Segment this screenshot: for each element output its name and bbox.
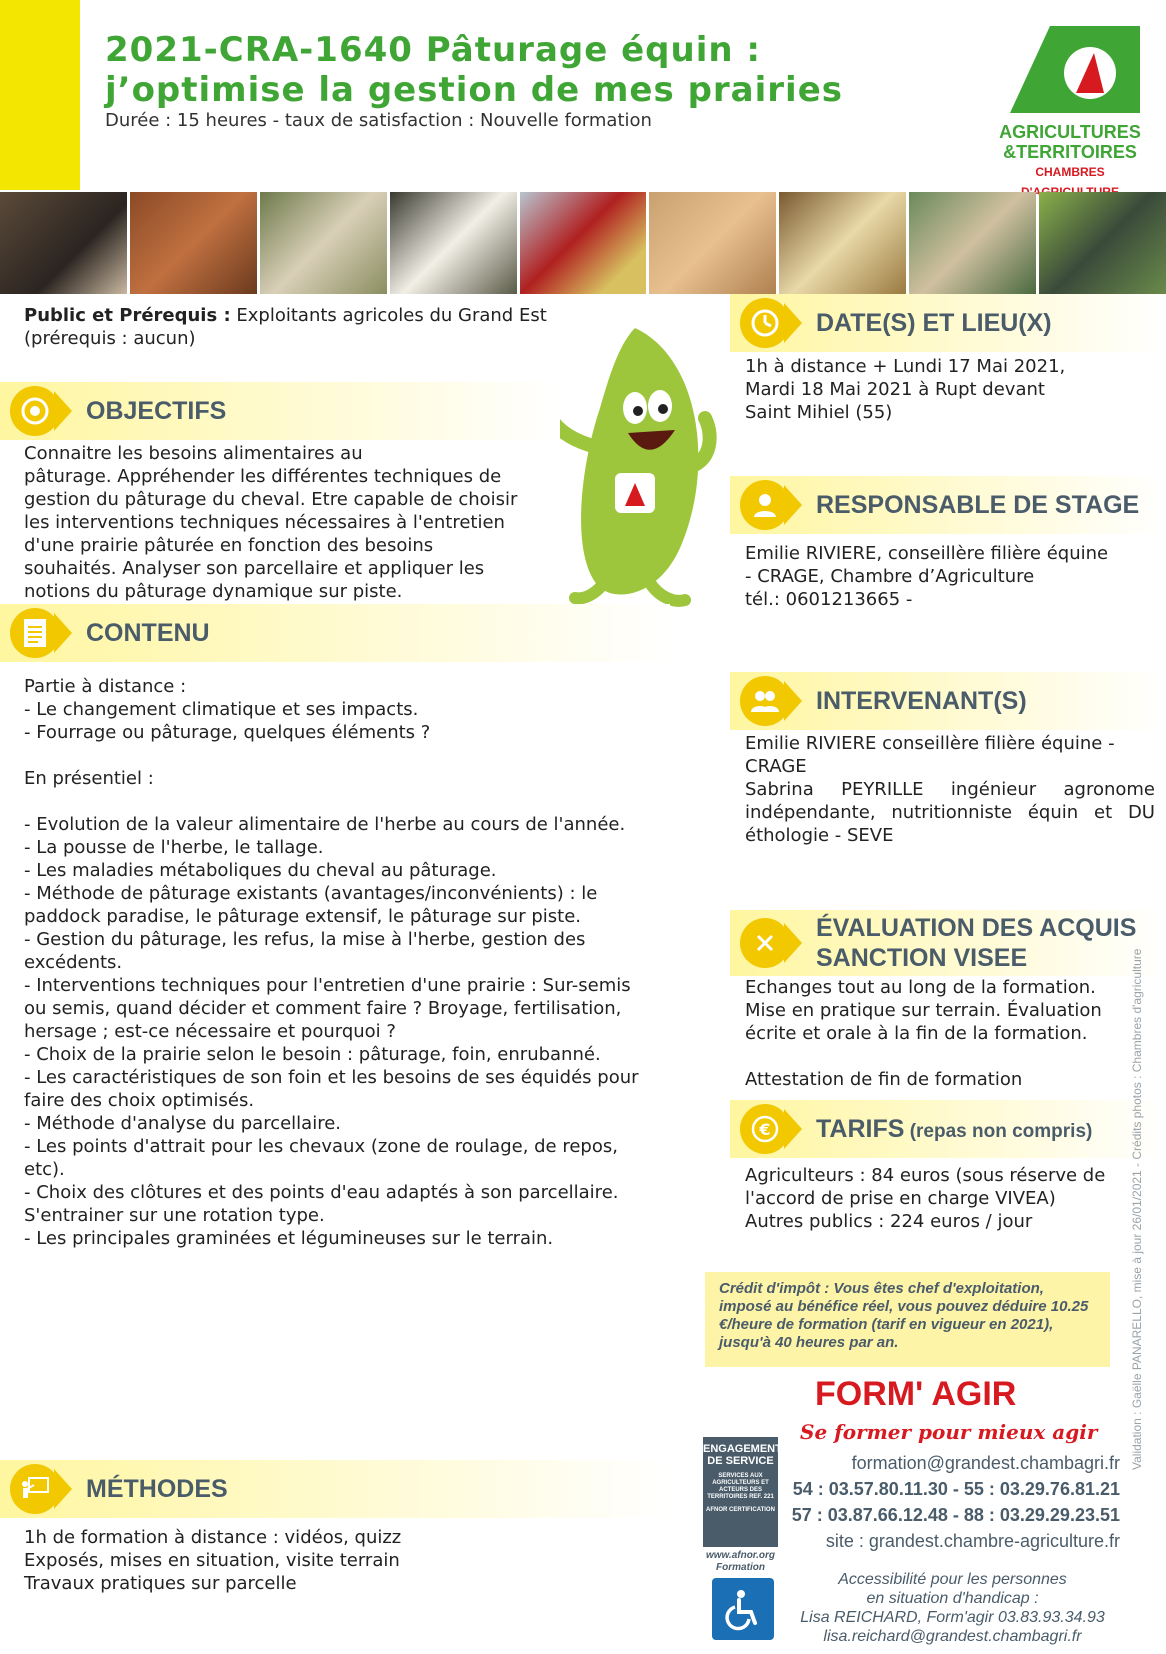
responsable-line: Emilie RIVIERE, conseillère filière équine xyxy=(745,543,1109,564)
intervenants-line: Emilie RIVIERE conseillère filière équine - xyxy=(745,733,1115,754)
contenu-line: etc). xyxy=(24,1159,65,1180)
engagement-line-1: ENGAGEMENT xyxy=(703,1443,782,1455)
access-line-4[interactable]: lisa.reichard@grandest.chambagri.fr xyxy=(823,1628,1082,1645)
objectifs-header xyxy=(0,382,560,440)
page-title xyxy=(105,30,843,110)
contenu-line: - Gestion du pâturage, les refus, la mise à l'herbe, gestion des xyxy=(24,929,586,950)
close-x-icon xyxy=(740,918,790,968)
objectifs-line: pâturage. Appréhender les différentes techniques de xyxy=(24,466,502,487)
contenu-line: - Interventions techniques pour l'entretien d'une prairie : Sur-semis xyxy=(24,975,631,996)
methodes-text xyxy=(24,1526,624,1595)
group-icon xyxy=(740,676,790,726)
evaluation-line: Attestation de fin de formation xyxy=(745,1069,1023,1090)
cheese-photo xyxy=(779,192,906,294)
evaluation-line: écrite et orale à la fin de la formation. xyxy=(745,1023,1088,1044)
public-line-2: (prérequis : aucun) xyxy=(24,328,196,349)
tarifs-line: Agriculteurs : 84 euros (sous réserve de xyxy=(745,1165,1106,1186)
objectifs-line: d'une prairie pâturée en fonction des besoins xyxy=(24,535,434,556)
public-prerequis xyxy=(24,304,624,350)
engagement-cert: AFNOR CERTIFICATION xyxy=(706,1507,775,1513)
objectifs-line: souhaités. Analyser son parcellaire et appliquer les xyxy=(24,558,485,579)
dates-header xyxy=(730,294,1166,352)
contenu-line: - Choix de la prairie selon le besoin : pâturage, foin, enrubanné. xyxy=(24,1044,601,1065)
intervenants-header xyxy=(730,672,1166,730)
contenu-line: - Méthode d'analyse du parcellaire. xyxy=(24,1113,342,1134)
bee-blossom-photo xyxy=(390,192,517,294)
calf-photo xyxy=(0,192,127,294)
afnor-url: www.afnor.org xyxy=(705,1550,776,1561)
contenu-line xyxy=(24,744,674,767)
contenu-line: S'entrainer sur une rotation type. xyxy=(24,1205,325,1226)
vertical-validation-credit: Validation : Gaëlle PANARELLO, mise à jour 26/01/2021 - Crédits photos : Chambres d'agriculture xyxy=(1130,948,1144,1470)
tarifs-title xyxy=(816,1115,1092,1144)
contenu-line: - Les maladies métaboliques du cheval au pâturage. xyxy=(24,860,497,881)
contenu-line: Partie à distance : xyxy=(24,676,187,697)
seeds-hand-photo xyxy=(649,192,776,294)
document-icon xyxy=(10,608,60,658)
intervenants-line: éthologie - SEVE xyxy=(745,825,894,846)
contact-phones-1: 54 : 03.57.80.11.30 - 55 : 03.29.76.81.21 xyxy=(792,1479,1120,1499)
afnor-label: Formation xyxy=(716,1562,765,1573)
evaluation-line: Mise en pratique sur terrain. Évaluation xyxy=(745,1000,1102,1021)
dates-line: Mardi 18 Mai 2021 à Rupt devant xyxy=(745,379,1045,400)
target-icon xyxy=(10,386,60,436)
dates-title: DATE(S) ET LIEU(X) xyxy=(816,308,1052,337)
access-line-2: en situation d'handicap : xyxy=(866,1590,1039,1607)
contenu-title: CONTENU xyxy=(86,618,210,647)
page-subtitle: Durée : 15 heures - taux de satisfaction : Nouvelle formation xyxy=(105,110,652,131)
evaluation-title xyxy=(816,913,1136,973)
tarifs-header xyxy=(730,1100,1166,1158)
tarifs-title-note: (repas non compris) xyxy=(904,1120,1093,1142)
contenu-line: En présentiel : xyxy=(24,768,154,789)
hens-photo xyxy=(130,192,257,294)
contenu-line: ou semis, quand décider et comment faire ? Broyage, fertilisation, xyxy=(24,998,622,1019)
contenu-line: - Les points d'attrait pour les chevaux (zone de roulage, de repos, xyxy=(24,1136,618,1157)
public-label: Public et Prérequis : xyxy=(24,305,231,326)
responsable-header xyxy=(730,476,1166,534)
responsable-line: - CRAGE, Chambre d’Agriculture xyxy=(745,566,1035,587)
contact-block xyxy=(790,1450,1120,1554)
contenu-line: faire des choix optimisés. xyxy=(24,1090,255,1111)
clock-icon xyxy=(740,298,790,348)
objectifs-title: OBJECTIFS xyxy=(86,396,227,425)
engagement-service-badge xyxy=(703,1437,782,1547)
formagir-slogan: Se former pour mieux agir xyxy=(800,1420,1098,1444)
responsable-title: RESPONSABLE DE STAGE xyxy=(816,490,1140,519)
dates-line: 1h à distance + Lundi 17 Mai 2021, xyxy=(745,356,1066,377)
barn-photo xyxy=(1039,192,1166,294)
contact-email[interactable]: formation@grandest.chambagri.fr xyxy=(851,1453,1120,1473)
tarifs-text xyxy=(745,1164,1155,1233)
logo-a-icon xyxy=(990,18,1150,123)
contenu-header xyxy=(0,604,670,662)
contenu-line: - Méthode de pâturage existants (avantages/inconvénients) : le xyxy=(24,883,598,904)
evaluation-title-line-1: ÉVALUATION DES ACQUIS xyxy=(816,914,1137,942)
objectifs-line: gestion du pâturage du cheval. Etre capable de choisir xyxy=(24,489,518,510)
intervenants-line: CRAGE xyxy=(745,756,807,777)
methodes-line: Exposés, mises en situation, visite terrain xyxy=(24,1550,400,1571)
logo-text xyxy=(990,122,1150,202)
afnor-link[interactable] xyxy=(703,1550,778,1574)
intervenants-title: INTERVENANT(S) xyxy=(816,686,1027,715)
logo-line-2: &TERRITOIRES xyxy=(1003,142,1137,162)
contenu-line: - Evolution de la valeur alimentaire de l'herbe au cours de l'année. xyxy=(24,814,626,835)
contenu-line: - Fourrage ou pâturage, quelques éléments ? xyxy=(24,722,431,743)
responsable-line: tél.: 0601213665 - xyxy=(745,589,913,610)
euro-icon xyxy=(740,1104,790,1154)
formagir-logo-title: FORM' AGIR xyxy=(815,1375,1017,1413)
person-icon xyxy=(740,480,790,530)
access-line-3: Lisa REICHARD, Form'agir 03.83.93.34.93 xyxy=(800,1609,1105,1626)
wheelchair-icon xyxy=(712,1578,774,1640)
tarifs-title-main: TARIFS xyxy=(816,1114,905,1143)
accessibility-info xyxy=(780,1570,1125,1646)
contenu-line: - La pousse de l'herbe, le tallage. xyxy=(24,837,324,858)
contenu-line xyxy=(24,790,674,813)
intervenants-text xyxy=(745,732,1155,847)
contenu-text xyxy=(24,675,674,1250)
contact-site[interactable]: site : grandest.chambre-agriculture.fr xyxy=(825,1531,1120,1551)
logo-line-3: CHAMBRES xyxy=(1035,165,1105,179)
contenu-line: - Les principales graminées et légumineuses sur le terrain. xyxy=(24,1228,554,1249)
chambres-agriculture-logo xyxy=(990,18,1150,183)
objectifs-line: notions du pâturage dynamique sur piste. xyxy=(24,581,403,602)
tarifs-line: Autres publics : 224 euros / jour xyxy=(745,1211,1033,1232)
contact-phones-2: 57 : 03.87.66.12.48 - 88 : 03.29.29.23.51 xyxy=(791,1505,1120,1525)
header-yellow-bar xyxy=(0,0,80,190)
responsable-text xyxy=(745,542,1155,611)
dates-line: Saint Mihiel (55) xyxy=(745,402,893,423)
engagement-line-2: DE SERVICE xyxy=(707,1455,774,1467)
intervenants-line: Sabrina PEYRILLE ingénieur agronome xyxy=(745,779,1155,800)
photo-strip xyxy=(0,192,1166,294)
tax-credit-note: Crédit d'impôt : Vous êtes chef d'exploitation, imposé au bénéfice réel, vous pouvez déduire 10.25 €/heure de formation (tarif en vigueur en 2021), jusqu'à 40 heures par an. xyxy=(705,1272,1110,1367)
intervenants-line: indépendante, nutritionniste équin et DU xyxy=(745,802,1155,823)
tarifs-line: l'accord de prise en charge VIVEA) xyxy=(745,1188,1056,1209)
objectifs-line: les interventions techniques nécessaires à l'entretien xyxy=(24,512,505,533)
presentation-board-icon xyxy=(10,1464,60,1514)
contenu-line: - Choix des clôtures et des points d'eau adaptés à son parcellaire. xyxy=(24,1182,619,1203)
objectifs-text xyxy=(24,442,584,603)
contenu-line: - Les caractéristiques de son foin et les besoins de ses équidés pour xyxy=(24,1067,639,1088)
contenu-line: excédents. xyxy=(24,952,123,973)
svg-text:€: € xyxy=(759,1120,771,1139)
access-line-1: Accessibilité pour les personnes xyxy=(838,1571,1067,1588)
contenu-line: hersage ; est-ce nécessaire et pourquoi ? xyxy=(24,1021,396,1042)
title-line-1: 2021-CRA-1640 Pâturage équin : xyxy=(105,30,762,70)
logo-line-1: AGRICULTURES xyxy=(999,122,1141,142)
contenu-line: paddock paradise, le pâturage extensif, le pâturage sur piste. xyxy=(24,906,581,927)
evaluation-line xyxy=(745,1045,1155,1068)
evaluation-title-line-2: SANCTION VISEE xyxy=(816,944,1028,972)
engagement-small: SERVICES AUX AGRICULTEURS ET ACTEURS DES TERRITOIRES REF. 221 xyxy=(707,1473,774,1500)
objectifs-line: Connaitre les besoins alimentaires au xyxy=(24,443,363,464)
market-photo xyxy=(909,192,1036,294)
evaluation-line: Echanges tout au long de la formation. xyxy=(745,977,1096,998)
methodes-header xyxy=(0,1460,670,1518)
contenu-line: - Le changement climatique et ses impacts. xyxy=(24,699,419,720)
methodes-line: Travaux pratiques sur parcelle xyxy=(24,1573,297,1594)
methodes-line: 1h de formation à distance : vidéos, quizz xyxy=(24,1527,402,1548)
sprayer-photo xyxy=(520,192,647,294)
public-text: Exploitants agricoles du Grand Est xyxy=(230,305,547,326)
title-line-2: j’optimise la gestion de mes prairies xyxy=(105,70,843,110)
sheep-photo xyxy=(260,192,387,294)
dates-text xyxy=(745,355,1155,424)
methodes-title: MÉTHODES xyxy=(86,1474,228,1503)
evaluation-text xyxy=(745,976,1155,1091)
evaluation-header xyxy=(730,910,1166,976)
